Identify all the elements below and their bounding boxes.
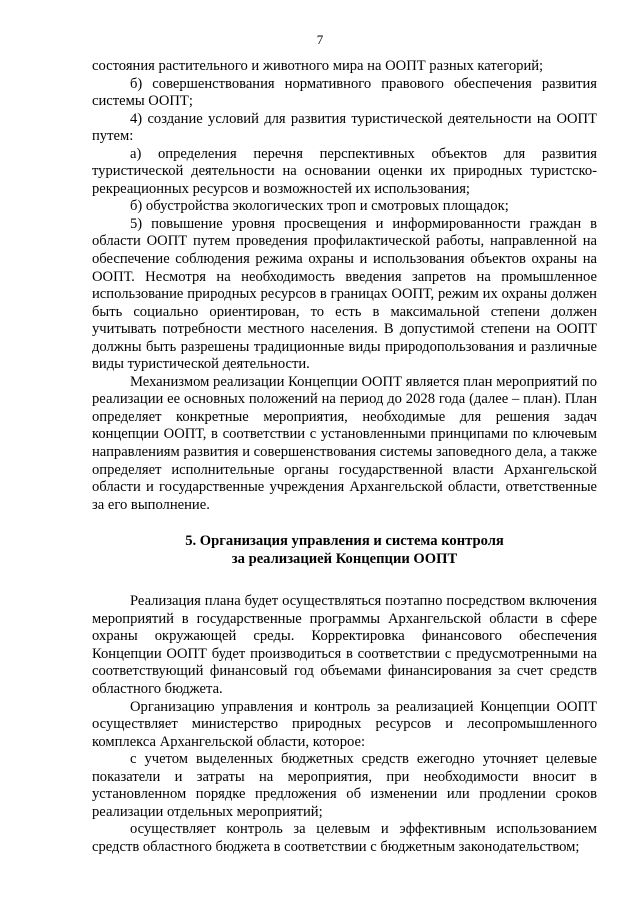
paragraph: Организацию управления и контроль за реализацией Концепции ООПТ осуществляет министерство природных ресурсов и лесопромышленного комплекса Архангельской области, которое: bbox=[92, 698, 597, 750]
section-heading-line: за реализацией Концепции ООПТ bbox=[231, 550, 458, 567]
paragraph: Механизмом реализации Концепции ООПТ является план мероприятий по реализации ее основных положений на период до 2028 года (далее – план). План определяет конкретные мероприятия, необходимые для решения задач концепции ООПТ, в соответствии с установленными принципами по ключевым направлениям развития и совершенствования системы заповедного дела, а также определяет исполнительные органы государственной власти Архангельской области и государственные учреждения Архангельской области, ответственные за его выполнение. bbox=[92, 373, 597, 513]
section-heading-line: 5. Организация управления и система контроля bbox=[185, 533, 504, 550]
paragraph: состояния растительного и животного мира на ООПТ разных категорий; bbox=[92, 58, 544, 74]
paragraph: с учетом выделенных бюджетных средств ежегодно уточняет целевые показатели и затраты на мероприятия, при необходимости вносит в установленном порядке предложения об изменении или продлении сроков реализации отдельных мероприятий; bbox=[92, 751, 597, 820]
paragraph: б) обустройства экологических троп и смотровых площадок; bbox=[130, 198, 509, 215]
paragraph: 5) повышение уровня просвещения и информированности граждан в области ООПТ путем проведения профилактической работы, направленной на обеспечение соблюдения режима охраны и использования объектов охраны на ООПТ. Несмотря на необходимость введения запретов на промышленное использование природных ресурсов в границах ООПТ, режим их охраны должен быть социально ориентирован, то есть в максимальной степени должен учитывать потребности местного населения. В допустимой степени на ООПТ должны быть разрешены традиционные виды природопользования и различные виды туристической деятельности. bbox=[92, 215, 597, 373]
section-heading bbox=[92, 533, 597, 568]
paragraph: осуществляет контроль за целевым и эффективным использованием средств областного бюджета в соответствии с бюджетным законодательством; bbox=[92, 821, 597, 855]
paragraph: а) определения перечня перспективных объектов для развития туристической деятельности на основании оценки их природных туристско-рекреационных ресурсов и возможностей их использования; bbox=[92, 145, 597, 197]
paragraph: б) совершенствования нормативного правового обеспечения развития системы ООПТ; bbox=[92, 75, 597, 110]
page-number: 7 bbox=[316, 32, 324, 47]
paragraph: Реализация плана будет осуществляться поэтапно посредством включения мероприятий в государственные программы Архангельской области в сфере охраны окружающей среды. Корректировка финансового обеспечения Концепции ООПТ будет производиться в соответствии с предусмотренными на соответствующий финансовый год объемами финансирования за счет средств областного бюджета. bbox=[92, 593, 597, 697]
paragraph: 4) создание условий для развития туристической деятельности на ООПТ путем: bbox=[92, 110, 597, 145]
document-body bbox=[92, 58, 597, 856]
